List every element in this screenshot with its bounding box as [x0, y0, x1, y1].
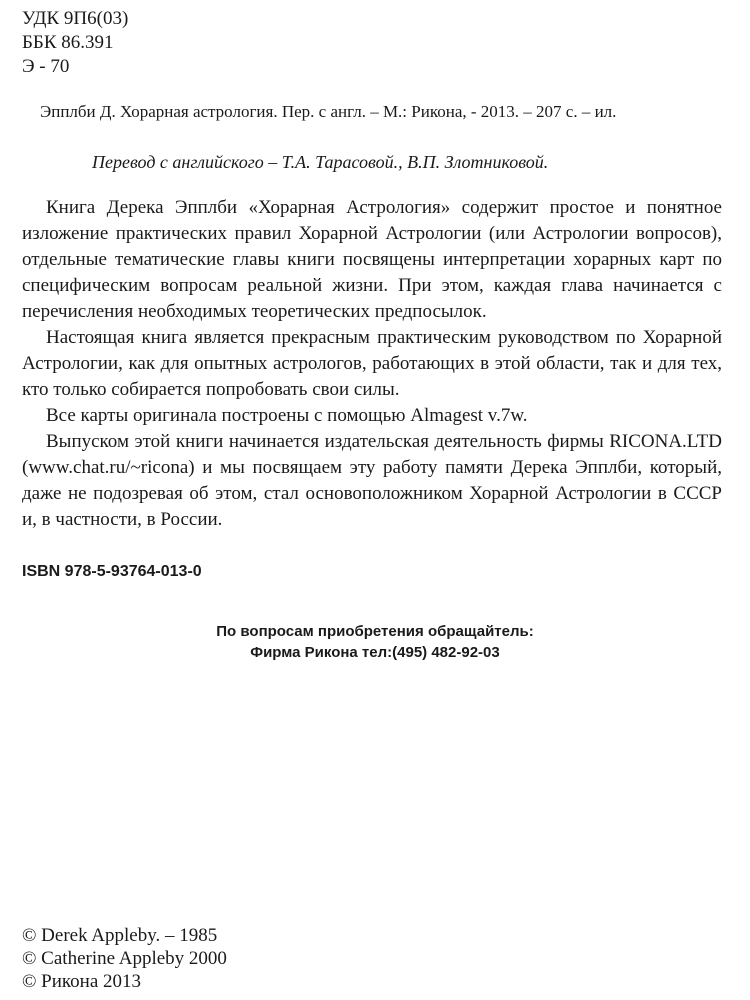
purchase-contact: [0, 621, 750, 663]
annotation-paragraph: Выпуском этой книги начинается издательская деятельность фирмы RICONA.LTD (www.chat.ru/~ricona) и мы посвящаем эту работу памяти Дерека Эпплби, который, даже не подозревая об этом, стал основоположником Хорарной Астрологии в СССР и, в частности, в России.: [22, 431, 722, 530]
annotation-paragraph: Книга Дерека Эпплби «Хорарная Астрология» содержит простое и понятное изложение практических правил Хорарной Астрологии (или Астрологии вопросов), отдельные тематические главы книги посвящены интерпретации хорарных карт по специфическим вопросам реальной жизни. При этом, каждая глава начинается с перечисления необходимых теоретических предпосылок.: [22, 197, 722, 322]
isbn-number: ISBN 978-5-93764-013-0: [22, 563, 202, 580]
author-mark: Э - 70: [22, 56, 70, 77]
bbk-code: ББК 86.391: [22, 32, 114, 53]
copyright-line: © Рикона 2013: [22, 971, 142, 992]
translators-line: Перевод с английского – Т.А. Тарасовой., В.П. Злотниковой.: [92, 152, 549, 172]
classification-block: [22, 7, 128, 79]
annotation-text: [22, 195, 722, 533]
copyright-line: © Derek Appleby. – 1985: [22, 925, 218, 946]
annotation-paragraph: Настоящая книга является прекрасным практическим руководством по Хорарной Астрологии, как для опытных астрологов, работающих в этой области, так и для тех, кто только собирается попробовать свои силы.: [22, 327, 722, 400]
contact-heading: По вопросам приобретения обращайтель:: [216, 623, 534, 640]
copyright-line: © Catherine Appleby 2000: [22, 948, 227, 969]
udk-code: УДК 9П6(03): [22, 8, 129, 29]
bibliographic-record: Эпплби Д. Хорарная астрология. Пер. с англ. – М.: Рикона, - 2013. – 207 с. – ил.: [40, 102, 617, 121]
copyright-block: [22, 924, 227, 993]
annotation-paragraph: Все карты оригинала построены с помощью Almagest v.7w.: [46, 405, 528, 426]
contact-phone: Фирма Рикона тел:(495) 482-92-03: [250, 644, 500, 661]
